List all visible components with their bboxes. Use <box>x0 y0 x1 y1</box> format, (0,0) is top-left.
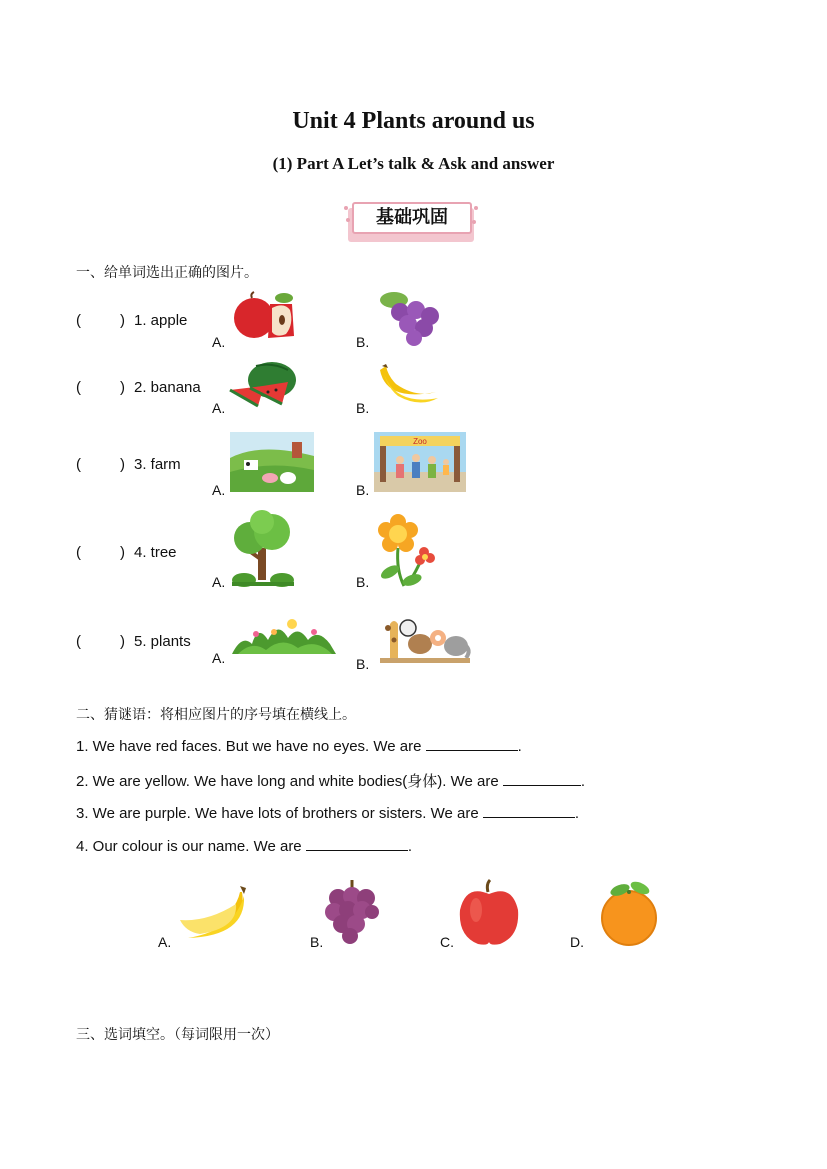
zoo-sign: Zoo <box>413 437 427 446</box>
banana-icon <box>178 884 252 944</box>
section2-heading: 二、猜谜语：将相应图片的序号填在横线上。 <box>76 707 356 723</box>
question-label: 3. farm <box>134 456 181 473</box>
option-b-label: B. <box>356 400 370 416</box>
grapes-icon <box>324 880 380 946</box>
flower-icon <box>376 514 440 588</box>
question-2: ( ) 2. banana <box>76 379 201 396</box>
animals-icon <box>376 614 472 664</box>
watermelon-icon <box>228 360 298 406</box>
question-label: 1. apple <box>134 312 188 329</box>
section-banner <box>344 198 478 244</box>
question-3: ( ) 3. farm <box>76 456 181 473</box>
apple-icon <box>456 880 522 946</box>
question-label: 2. banana <box>134 379 201 396</box>
section3-heading: 三、选词填空。（每词限用一次） <box>76 1027 279 1043</box>
grapes-icon <box>378 290 442 346</box>
question-label: 5. plants <box>134 633 191 650</box>
option-a-label: A. <box>212 650 226 666</box>
option-b-label: B. <box>356 574 370 590</box>
option-a-label: A. <box>212 334 226 350</box>
answer-blank[interactable] <box>306 836 408 851</box>
page-title: Unit 4 Plants around us <box>292 108 535 134</box>
option-b-label: B. <box>356 482 370 498</box>
banner-label: 基础巩固 <box>352 202 472 234</box>
riddle-3: 3. We are purple. We have lots of brothers or sisters. We are . <box>76 805 580 822</box>
page-subtitle: (1) Part A Let’s talk & Ask and answer <box>272 154 555 173</box>
zoo-scene-icon <box>374 432 466 492</box>
apple-icon <box>232 292 298 342</box>
answer-blank[interactable] <box>426 736 518 751</box>
option-b-label: B. <box>356 334 370 350</box>
riddle-option-c-label: C. <box>440 934 454 950</box>
question-5: ( ) 5. plants <box>76 633 191 650</box>
option-a-label: A. <box>212 574 226 590</box>
riddle-4: 4. Our colour is our name. We are . <box>76 838 412 855</box>
farm-scene-icon <box>230 432 314 492</box>
section1-heading: 一、给单词选出正确的图片。 <box>76 265 258 281</box>
answer-blank[interactable] <box>503 771 581 786</box>
option-b-label: B. <box>356 656 370 672</box>
question-label: 4. tree <box>134 544 177 561</box>
answer-blank[interactable] <box>483 803 575 818</box>
banana-icon <box>376 362 442 408</box>
question-4: ( ) 4. tree <box>76 544 177 561</box>
riddle-option-b-label: B. <box>310 934 324 950</box>
riddle-option-d-label: D. <box>570 934 584 950</box>
option-a-label: A. <box>212 482 226 498</box>
tree-icon <box>230 512 296 588</box>
plants-icon <box>232 614 336 656</box>
riddle-option-a-label: A. <box>158 934 172 950</box>
question-1: ( ) 1. apple <box>76 312 188 329</box>
option-a-label: A. <box>212 400 226 416</box>
riddle-2: 2. We are yellow. We have long and white bodies(身体). We are . <box>76 773 586 790</box>
orange-icon <box>598 880 660 946</box>
riddle-1: 1. We have red faces. But we have no eyes. We are . <box>76 738 522 755</box>
